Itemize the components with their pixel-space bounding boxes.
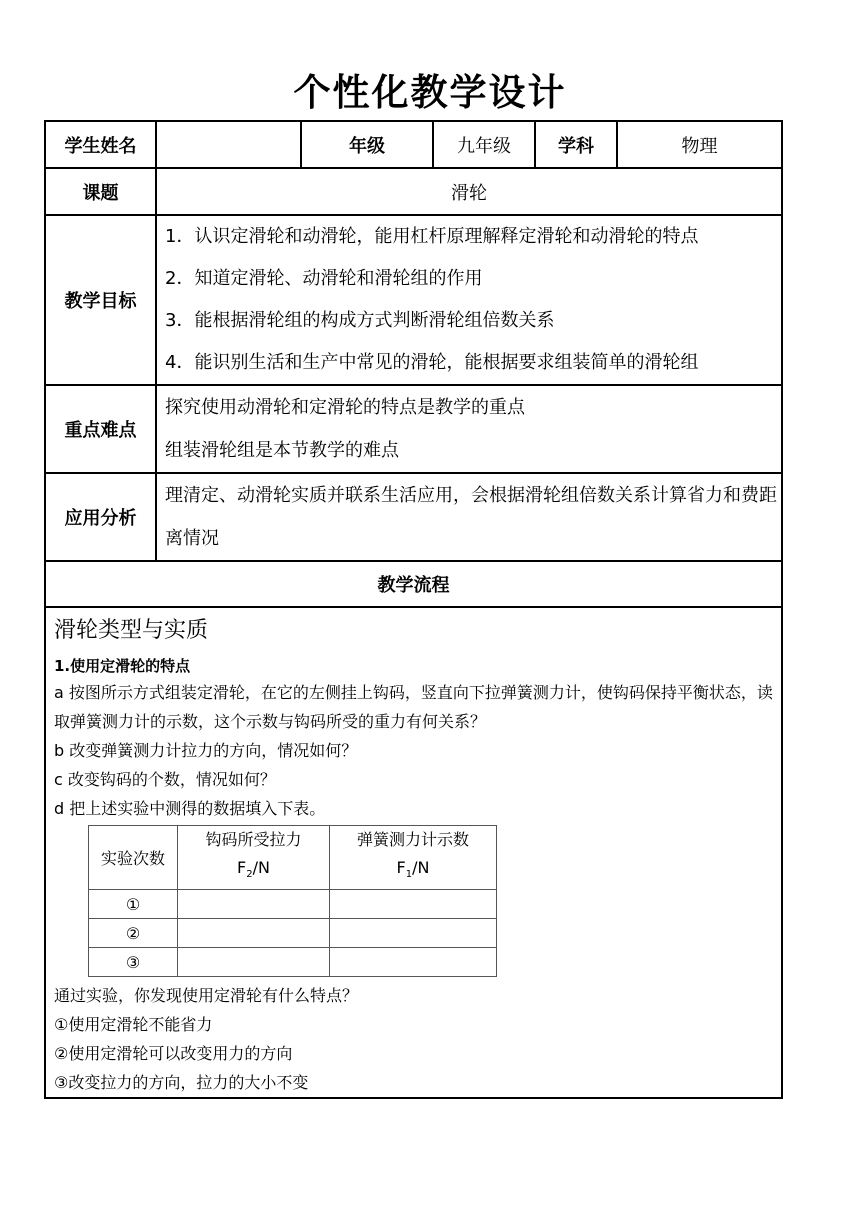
finding-item: ③改变拉力的方向，拉力的大小不变: [54, 1073, 309, 1093]
flow-header-row: [45, 561, 782, 607]
grade-value: 九年级: [433, 121, 535, 168]
key-points-label: 重点难点: [45, 385, 156, 473]
table-row: [89, 919, 497, 948]
grade-label: 年级: [301, 121, 433, 168]
application-label: 应用分析: [45, 473, 156, 561]
application-row: [45, 473, 782, 561]
unit-text: /N: [412, 858, 430, 877]
paragraph-b: b 改变弹簧测力计拉力的方向，情况如何？: [54, 741, 358, 760]
key-points-list: [156, 385, 782, 473]
objective-item: 3．能根据滑轮组的构成方式判断滑轮组倍数关系: [165, 310, 555, 331]
topic-label: 课题: [45, 168, 156, 215]
col-hook-force-unit-line: [178, 854, 329, 889]
hook-force-cell[interactable]: [178, 890, 330, 919]
key-point-item: 组装滑轮组是本节教学的难点: [165, 440, 399, 461]
lesson-plan-table: [44, 120, 783, 1099]
flow-content-row: [45, 607, 782, 1098]
paragraph-a: a 按图所示方式组装定滑轮，在它的左侧挂上钩码，竖直向下拉弹簧测力计，使钩码保持平衡状态，读取弹簧测力计的示数，这个示数与钩码所受的重力有何关系？: [54, 683, 773, 731]
objectives-list: [156, 215, 782, 385]
topic-value: 滑轮: [156, 168, 782, 215]
header-row: [45, 121, 782, 168]
col-hook-force-title: 钩码所受拉力: [205, 830, 302, 849]
application-text: 理清定、动滑轮实质并联系生活应用，会根据滑轮组倍数关系计算省力和费距离情况: [156, 473, 782, 561]
trial-number: ②: [89, 919, 178, 948]
table-row: [89, 948, 497, 977]
objective-item: 1．认识定滑轮和动滑轮，能用杠杆原理解释定滑轮和动滑轮的特点: [165, 226, 699, 247]
paragraph-d: d 把上述实验中测得的数据填入下表。: [54, 799, 326, 818]
topic-row: [45, 168, 782, 215]
unit-text: /N: [252, 858, 270, 877]
hook-force-cell[interactable]: [178, 948, 330, 977]
symbol-subscript: 2: [246, 869, 253, 881]
question-text: 通过实验，你发现使用定滑轮有什么特点？: [54, 986, 359, 1006]
trial-number: ①: [89, 890, 178, 919]
spring-scale-cell[interactable]: [330, 948, 497, 977]
col-spring-scale-title: 弹簧测力计示数: [356, 830, 469, 849]
col-hook-force-header: [178, 826, 330, 890]
col-spring-scale-unit-line: [330, 854, 496, 889]
student-name-label: 学生姓名: [45, 121, 156, 168]
page-title: 个性化教学设计: [293, 71, 567, 114]
objectives-row: [45, 215, 782, 385]
symbol-f: F: [237, 858, 247, 877]
key-point-item: 探究使用动滑轮和定滑轮的特点是教学的重点: [165, 397, 525, 418]
subject-value: 物理: [617, 121, 782, 168]
hook-force-cell[interactable]: [178, 919, 330, 948]
subsection-title: 1.使用定滑轮的特点: [54, 657, 191, 675]
symbol-f: F: [396, 858, 406, 877]
section-title: 滑轮类型与实质: [54, 618, 209, 643]
table-row: [89, 890, 497, 919]
subject-label: 学科: [535, 121, 617, 168]
finding-item: ①使用定滑轮不能省力: [54, 1015, 213, 1035]
data-table: [88, 825, 497, 977]
spring-scale-cell[interactable]: [330, 890, 497, 919]
objective-item: 4．能识别生活和生产中常见的滑轮，能根据要求组装简单的滑轮组: [165, 352, 699, 373]
objective-item: 2．知道定滑轮、动滑轮和滑轮组的作用: [165, 268, 483, 289]
data-table-header: [89, 826, 497, 890]
objectives-label: 教学目标: [45, 215, 156, 385]
trial-number: ③: [89, 948, 178, 977]
paragraph-c: c 改变钩码的个数，情况如何？: [54, 770, 276, 789]
key-points-row: [45, 385, 782, 473]
symbol-subscript: 1: [405, 869, 413, 881]
spring-scale-cell[interactable]: [330, 919, 497, 948]
flow-content: [45, 607, 782, 1098]
student-name-field[interactable]: [156, 121, 301, 168]
col-spring-scale-header: [330, 826, 497, 890]
col-trial-header: 实验次数: [89, 826, 178, 890]
flow-header: 教学流程: [45, 561, 782, 607]
finding-item: ②使用定滑轮可以改变用力的方向: [54, 1044, 293, 1064]
